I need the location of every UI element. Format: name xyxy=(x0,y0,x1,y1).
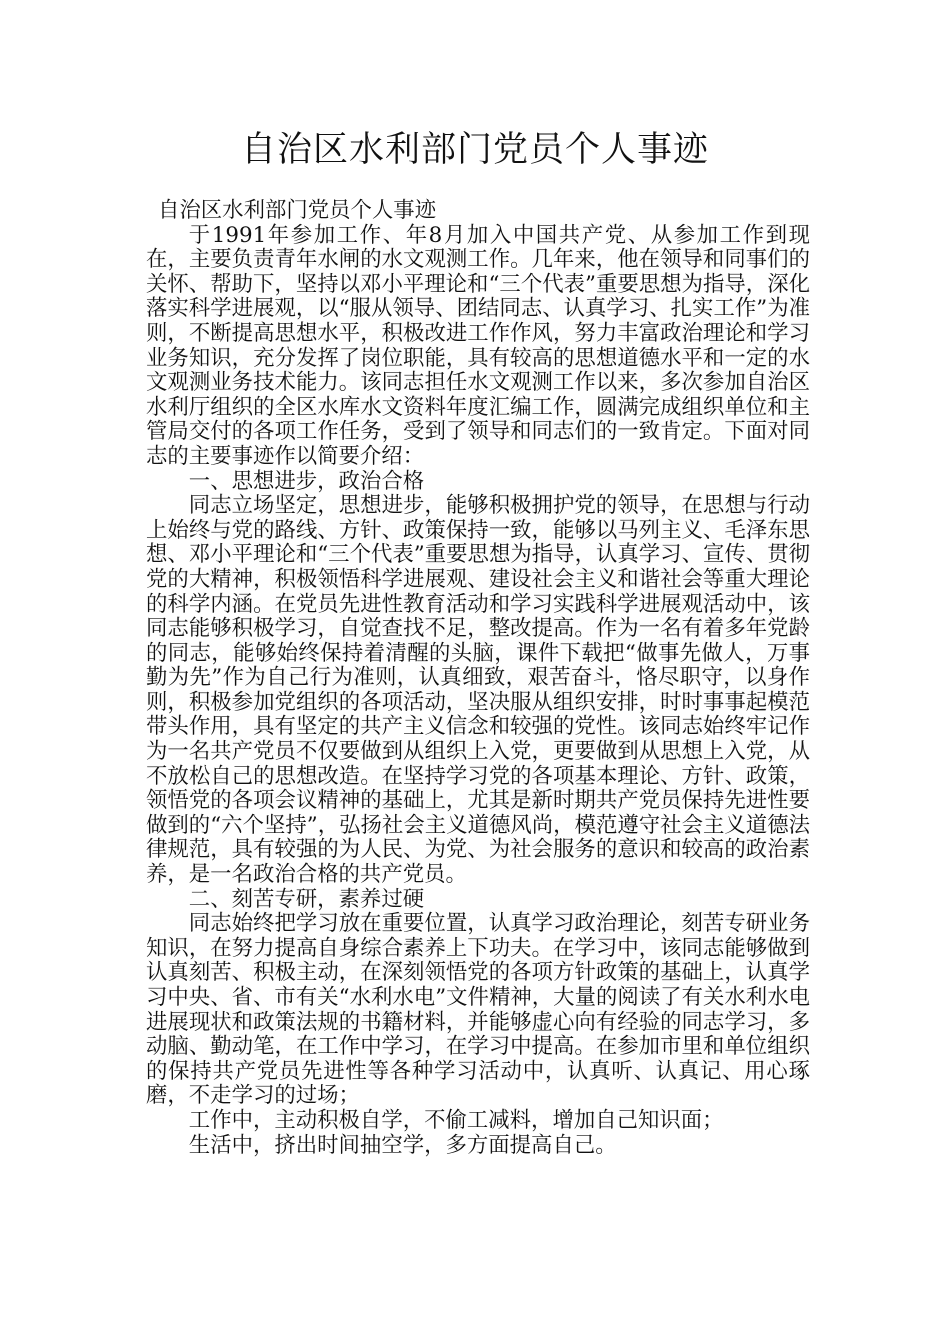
paragraph-section-2: 同志始终把学习放在重要位置，认真学习政治理论，刻苦专研业务知识，在努力提高自身综合素养上下功夫。在学习中，该同志能够做到认真刻苦、积极主动，在深刻领悟党的各项方针政策的基础上，认真学习中央、省、市有关“水利水电”文件精神，大量的阅读了有关水利水电进展现状和政策法规的书籍材料，并能够虚心向有经验的同志学习，多动脑、勤动笔，在工作中学习，在学习中提高。在参加市里和单位组织的保持共产党员先进性等各种学习活动中，认真听、认真记、用心琢磨，不走学习的过场； xyxy=(146,911,810,1109)
document-body xyxy=(146,199,810,1158)
section-heading-1: 一、思想进步，政治合格 xyxy=(188,468,425,494)
document-title: 自治区水利部门党员个人事迹 xyxy=(240,130,709,170)
paragraph-section-1: 同志立场坚定，思想进步，能够积极拥护党的领导，在思想与行动上始终与党的路线、方针、政策保持一致，能够以马列主义、毛泽东思想、邓小平理论和“三个代表”重要思想为指导，认真学习、宣传、贯彻党的大精神，积极领悟科学进展观、建设社会主义和谐社会等重大理论的科学内涵。在党员先进性教育活动和学习实践科学进展观活动中，该同志能够积极学习，自觉查找不足，整改提高。作为一名有着多年党龄的同志，能够始终保持着清醒的头脑，课件下载把“做事先做人，万事勤为先”作为自己行为准则，认真细致，艰苦奋斗，恪尽职守，以身作则，积极参加党组织的各项活动，坚决服从组织安排，时时事事起模范带头作用，具有坚定的共产主义信念和较强的党性。该同志始终牢记作为一名共产党员不仅要做到从组织上入党，更要做到从思想上入党，从不放松自己的思想改造。在坚持学习党的各项基本理论、方针、政策，领悟党的各项会议精神的基础上，尤其是新时期共产党员保持先进性要做到的“六个坚持”，弘扬社会主义道德风尚，模范遵守社会主义道德法律规范，具有较强的为人民、为党、为社会服务的意识和较高的政治素养，是一名政治合格的共产党员。 xyxy=(146,493,810,888)
section-heading-2: 二、刻苦专研，素养过硬 xyxy=(188,886,425,912)
paragraph-work: 工作中，主动积极自学，不偷工减料，增加自己知识面； xyxy=(188,1107,724,1133)
paragraph-life: 生活中，挤出时间抽空学，多方面提高自己。 xyxy=(188,1132,617,1158)
paragraph-intro: 于1991年参加工作、年8月加入中国共产党、从参加工作到现在，主要负责青年水闸的水文观测工作。几年来，他在领导和同事们的关怀、帮助下，坚持以邓小平理论和“三个代表”重要思想为指导，深化落实科学进展观，以“服从领导、团结同志、认真学习、扎实工作”为准则，不断提高思想水平，积极改进工作作风，努力丰富政治理论和学习业务知识，充分发挥了岗位职能，具有较高的思想道德水平和一定的水文观测业务技术能力。该同志担任水文观测工作以来，多次参加自治区水利厅组织的全区水库水文资料年度汇编工作，圆满完成组织单位和主管局交付的各项工作任务，受到了领导和同志们的一致肯定。下面对同志的主要事迹作以简要介绍： xyxy=(146,222,810,469)
document-subtitle: 自治区水利部门党员个人事迹 xyxy=(158,198,437,223)
